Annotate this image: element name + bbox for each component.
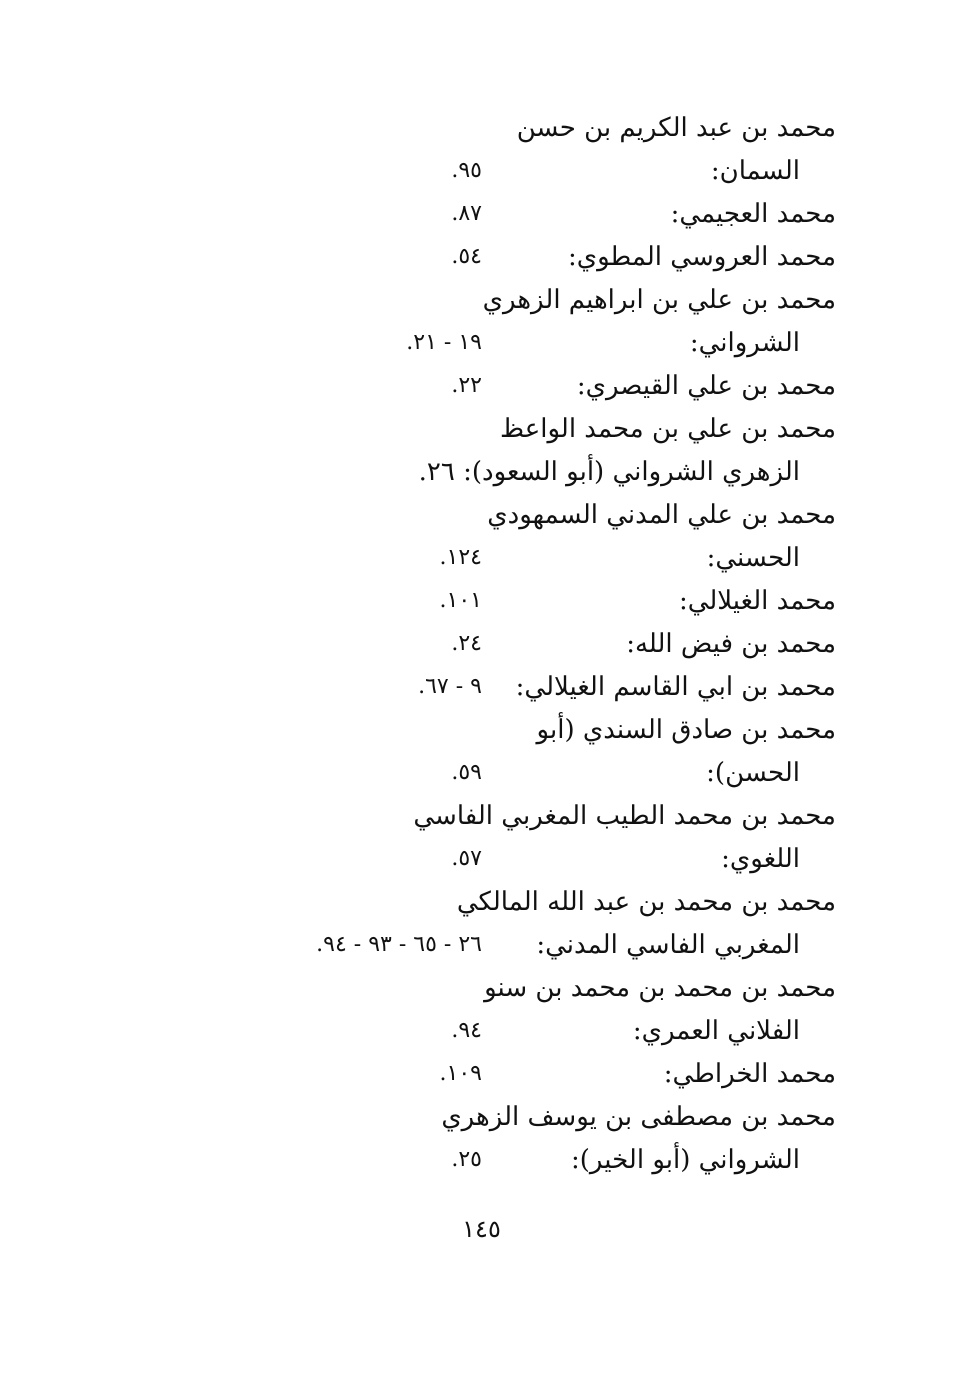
- index-entry: [0, 1011, 963, 1051]
- index-entry: [0, 495, 963, 535]
- index-entry: [0, 667, 963, 707]
- entry-pages: ٢٦ - ٦٥ - ٩٣ - ٩٤.: [316, 932, 482, 957]
- index-entry: [0, 108, 963, 148]
- entry-name: محمد بن محمد بن محمد بن سنو: [484, 973, 836, 1003]
- entry-pages: ٥٤.: [451, 244, 482, 269]
- entry-name: السمان:: [710, 156, 800, 186]
- index-entry: [0, 925, 963, 965]
- index-entry: [0, 968, 963, 1008]
- index-entry: [0, 151, 963, 191]
- index-entry: [0, 581, 963, 621]
- index-entry: [0, 194, 963, 234]
- entry-name: محمد بن علي بن ابراهيم الزهري: [482, 285, 836, 315]
- entry-name: محمد بن محمد الطيب المغربي الفاسي: [413, 801, 836, 831]
- entry-name: محمد بن علي المدني السمهودي: [487, 500, 836, 530]
- entry-name: محمد بن صادق السندي (أبو: [536, 715, 836, 745]
- index-entry: [0, 280, 963, 320]
- entry-pages: ٢٢.: [451, 373, 482, 398]
- entry-pages: ١٠٩.: [439, 1061, 482, 1086]
- index-entry: [0, 1097, 963, 1137]
- entry-pages: ٥٩.: [451, 760, 482, 785]
- entry-pages: ٥٧.: [451, 846, 482, 871]
- entry-name: اللغوي:: [721, 844, 800, 874]
- entry-name: محمد بن عبد الكريم بن حسن: [516, 113, 836, 143]
- entry-pages: ٩٥.: [451, 158, 482, 183]
- entry-name: الشرواني:: [689, 328, 800, 358]
- entry-name: الحسني:: [706, 543, 800, 573]
- entry-pages: ١٩ - ٢١.: [406, 330, 482, 355]
- index-entry: [0, 753, 963, 793]
- page-number: ١٤٥: [462, 1215, 501, 1243]
- entry-name: محمد العروسي المطوي:: [567, 242, 836, 272]
- index-entry: [0, 1140, 963, 1180]
- index-entry: [0, 882, 963, 922]
- index-entry: [0, 237, 963, 277]
- entry-pages: ٢٤.: [451, 631, 482, 656]
- entry-pages: ٩٤.: [451, 1018, 482, 1043]
- entry-name: محمد بن مصطفى بن يوسف الزهري: [441, 1102, 836, 1132]
- entry-pages: ٩ - ٦٧.: [418, 674, 482, 699]
- index-entry: [0, 624, 963, 664]
- index-entry: [0, 710, 963, 750]
- entry-name: الفلاني العمري:: [632, 1016, 800, 1046]
- index-entry: [0, 409, 963, 449]
- entry-name: محمد الغيلالي:: [678, 586, 836, 616]
- entry-name: محمد بن علي بن محمد الواعظ: [500, 414, 836, 444]
- entry-name: محمد بن فيض الله:: [626, 629, 836, 659]
- entry-pages: ٨٧.: [451, 201, 482, 226]
- index-entry: [0, 323, 963, 363]
- index-entry: [0, 452, 963, 492]
- entry-name: الزهري الشرواني (أبو السعود): ٢٦.: [418, 457, 800, 487]
- index-entry: [0, 1054, 963, 1094]
- entry-name: محمد بن محمد بن عبد الله المالكي: [456, 887, 836, 917]
- index-entry: [0, 839, 963, 879]
- entry-name: الحسن):: [706, 758, 800, 788]
- entry-name: محمد العجيمي:: [670, 199, 836, 229]
- entry-pages: ١٢٤.: [439, 545, 482, 570]
- entry-pages: ٢٥.: [451, 1147, 482, 1172]
- entry-name: محمد بن علي القيصري:: [576, 371, 836, 401]
- entry-name: محمد الخراطي:: [663, 1059, 836, 1089]
- entry-name: الشرواني (أبو الخير):: [571, 1145, 800, 1175]
- index-entry: [0, 796, 963, 836]
- entry-pages: ١٠١.: [439, 588, 482, 613]
- entry-name: المغربي الفاسي المدني:: [536, 930, 800, 960]
- index-entry: [0, 538, 963, 578]
- entry-name: محمد بن ابي القاسم الغيلالي:: [515, 672, 836, 702]
- index-entry: [0, 366, 963, 406]
